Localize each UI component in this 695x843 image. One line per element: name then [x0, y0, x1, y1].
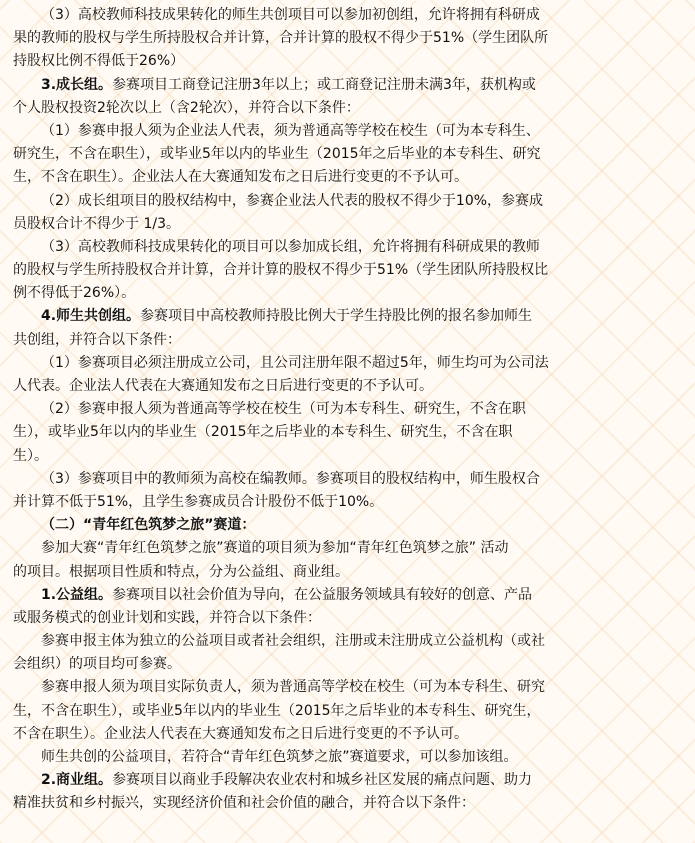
paragraph-line: 生），或毕业5年以内的毕业生（2015年之后毕业的本专科生、研究生，不含在职 [13, 424, 513, 441]
paragraph-line: 共创组，并符合以下条件： [13, 331, 181, 348]
paragraph-line: 精准扶贫和乡村振兴，实现经济价值和社会价值的融合，并符合以下条件： [13, 795, 475, 812]
section-line [13, 74, 685, 97]
paragraph-line: 师生共创的公益项目，若符合“青年红色筑梦之旅”赛道要求，可以参加该组。 [41, 749, 518, 765]
paragraph-line: （2）成长组项目的股权结构中，参赛企业法人代表的股权不得少于10%，参赛成 [41, 192, 544, 209]
paragraph-line: （1）参赛项目必须注册成立公司，且公司注册年限不超过5年，师生均可为公司法 [41, 354, 549, 371]
section-line [13, 584, 685, 607]
paragraph-text: 参赛项目以商业手段解决农业农村和城乡社区发展的痛点问题、助力 [112, 772, 533, 789]
paragraph-text: 参赛项目工商登记注册3年以上；或工商登记注册未满3年，获机构或 [112, 76, 536, 93]
paragraph-line: （2）参赛申报人须为普通高等学校在校生（可为本专科生、研究生，不含在职 [41, 401, 526, 418]
paragraph-line: 参加大赛“青年红色筑梦之旅”赛道的项目须为参加“青年红色筑梦之旅” 活动 [41, 540, 509, 557]
paragraph-line: 或服务模式的创业计划和实践，并符合以下条件： [13, 609, 321, 626]
section-heading-teacher-student-group: 4.师生共创组。 [41, 308, 141, 325]
paragraph-line: 生，不含在职生）。企业法人在大赛通知发布之日后进行变更的不予认可。 [13, 169, 468, 186]
section-heading-commercial-group: 2.商业组。 [41, 772, 113, 789]
paragraph-line: 研究生，不含在职生），或毕业5年以内的毕业生（2015年之后毕业的本专科生、研究 [13, 146, 541, 163]
paragraph-line: 的股权与学生所持股权合并计算，合并计算的股权不得少于51%（学生团队所持股权比 [13, 262, 549, 279]
paragraph-line: 果的教师的股权与学生所持股权合并计算，合并计算的股权不得少于51%（学生团队所 [13, 30, 549, 47]
paragraph-line: 持股权比例不得低于26%） [13, 53, 185, 70]
document-body [13, 4, 685, 816]
paragraph-line: 参赛申报主体为独立的公益项目或者社会组织，注册或未注册成立公益机构（或社 [41, 633, 545, 650]
paragraph-text: 参赛项目以社会价值为导向，在公益服务领域具有较好的创意、产品 [112, 586, 533, 603]
paragraph-line: 并计算不低于51%，且学生参赛成员合计股份不低于10%。 [13, 493, 384, 510]
paragraph-line: 的项目。根据项目性质和特点，分为公益组、商业组。 [13, 563, 349, 580]
paragraph-line: 会组织）的项目均可参赛。 [13, 656, 181, 673]
paragraph-line: 个人股权投资2轮次以上（含2轮次），并符合以下条件： [13, 99, 360, 116]
paragraph-line: （3）高校教师科技成果转化的项目可以参加成长组，允许将拥有科研成果的教师 [41, 238, 540, 255]
section-heading-public-welfare-group: 1.公益组。 [41, 586, 113, 603]
paragraph-line: 例不得低于26%）。 [13, 285, 136, 302]
paragraph-line: 生）。 [13, 447, 48, 464]
section-line [13, 305, 685, 328]
paragraph-text: 参赛项目中高校教师持股比例大于学生持股比例的报名参加师生 [140, 308, 533, 325]
paragraph-line: （3）参赛项目中的教师须为高校在编教师。参赛项目的股权结构中，师生股权合 [41, 470, 540, 487]
paragraph-line: （3）高校教师科技成果转化的师生共创项目可以参加初创组，允许将拥有科研成 [41, 7, 540, 23]
paragraph-line: 参赛申报人须为项目实际负责人，须为普通高等学校在校生（可为本专科生、研究 [41, 679, 545, 696]
paragraph-line: 员股权合计不得少于 1/3。 [13, 215, 180, 232]
paragraph-line: 生，不含在职生），或毕业5年以内的毕业生（2015年之后毕业的本专科生、研究生， [13, 702, 541, 719]
paragraph-line: 人代表。企业法人代表在大赛通知发布之日后进行变更的不予认可。 [13, 378, 433, 394]
section-heading-red-dream-track: （二）“青年红色筑梦之旅”赛道： [41, 517, 256, 534]
section-heading-growth-group: 3.成长组。 [41, 76, 113, 93]
paragraph-line: （1）参赛申报人须为企业法人代表，须为普通高等学校在校生（可为本专科生、 [41, 122, 540, 139]
section-line [13, 769, 685, 792]
paragraph-line: 不含在职生）。企业法人代表在大赛通知发布之日后进行变更的不予认可。 [13, 725, 468, 742]
